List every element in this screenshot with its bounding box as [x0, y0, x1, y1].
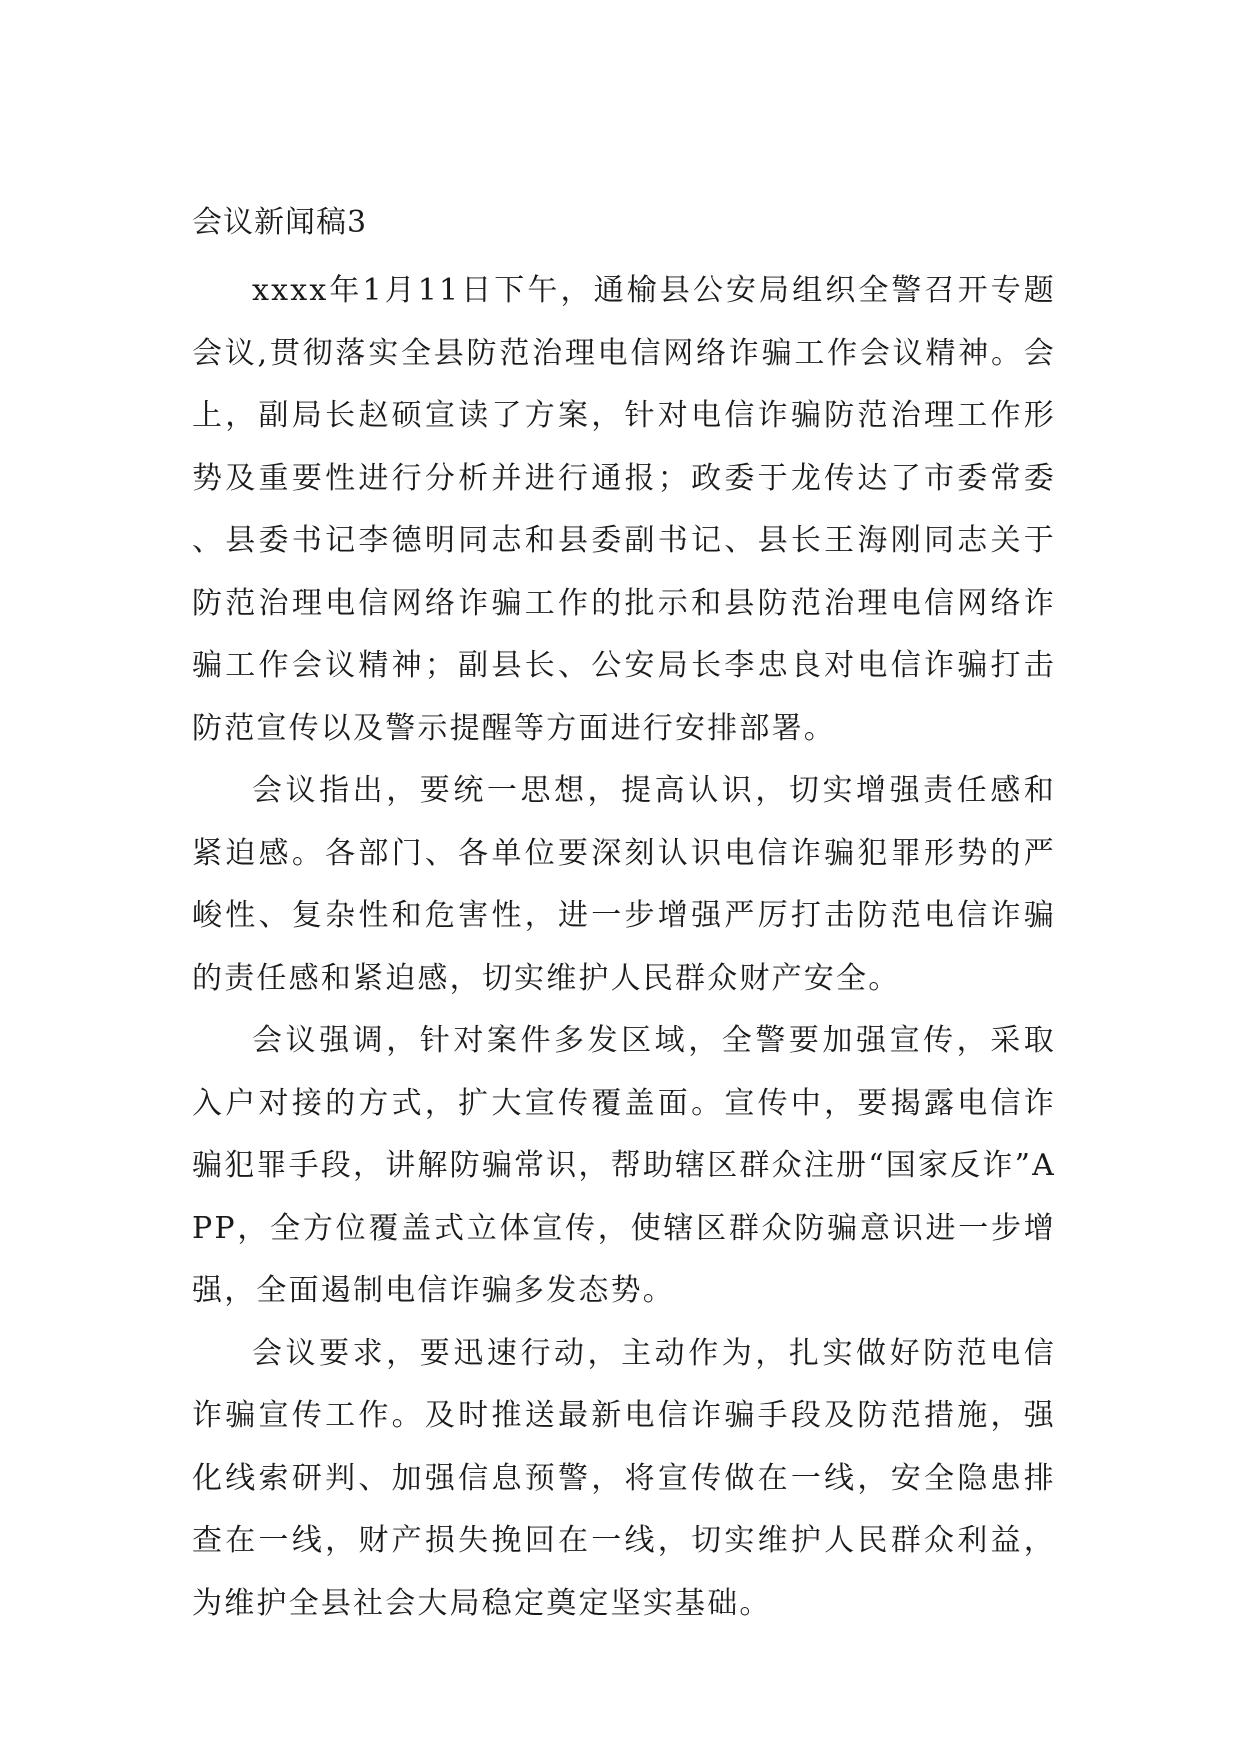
paragraph-meeting-pointed-out: 会议指出，要统一思想，提高认识，切实增强责任感和紧迫感。各部门、各单位要深刻认识电信诈骗犯罪形势的严峻性、复杂性和危害性，进一步增强严厉打击防范电信诈骗的责任感和紧迫感，切实维护人民群众财产安全。 — [192, 773, 1056, 996]
paragraph-meeting-required: 会议要求，要迅速行动，主动作为，扎实做好防范电信诈骗宣传工作。及时推送最新电信诈骗手段及防范措施，强化线索研判、加强信息预警，将宣传做在一线，安全隐患排查在一线，财产损失挽回在一线，切实维护人民群众利益，为维护全县社会大局稳定奠定坚实基础。 — [192, 1335, 1056, 1621]
document-body — [192, 194, 1056, 1635]
document-title: 会议新闻稿3 — [192, 205, 368, 240]
paragraph-meeting-overview: xxxx年1月11日下午，通榆县公安局组织全警召开专题会议,贯彻落实全县防范治理电信网络诈骗工作会议精神。会上，副局长赵硕宣读了方案，针对电信诈骗防范治理工作形势及重要性进行分析并进行通报；政委于龙传达了市委常委、县委书记李德明同志和县委副书记、县长王海刚同志关于防范治理电信网络诈骗工作的批示和县防范治理电信网络诈骗工作会议精神；副县长、公安局长李忠良对电信诈骗打击防范宣传以及警示提醒等方面进行安排部署。 — [192, 273, 1056, 746]
paragraph-meeting-emphasized: 会议强调，针对案件多发区域，全警要加强宣传，采取入户对接的方式，扩大宣传覆盖面。宣传中，要揭露电信诈骗犯罪手段，讲解防骗常识，帮助辖区群众注册“国家反诈”APP，全方位覆盖式立体宣传，使辖区群众防骗意识进一步增强，全面遏制电信诈骗多发态势。 — [192, 1023, 1056, 1308]
